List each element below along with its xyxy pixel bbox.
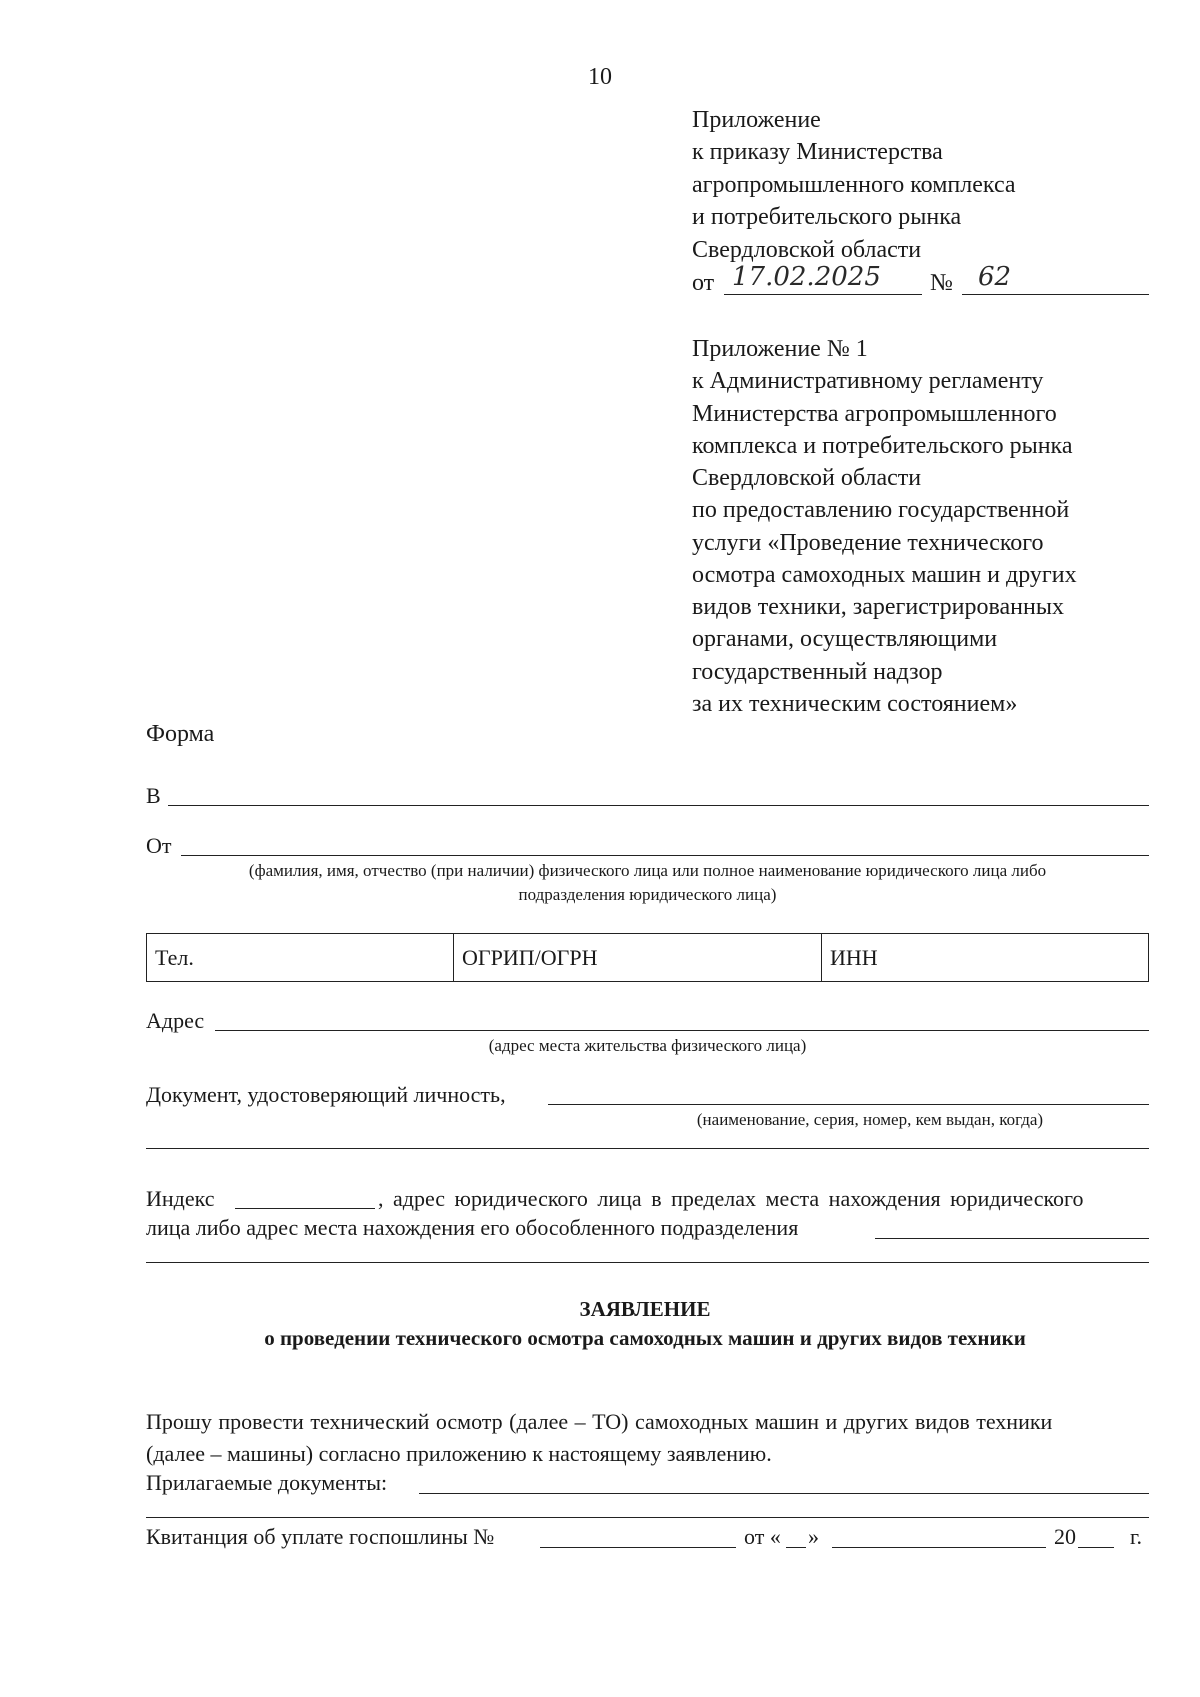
from-caption: подразделения юридического лица) — [518, 885, 777, 904]
receipt-year-field[interactable] — [1078, 1547, 1114, 1548]
to-label: В — [146, 783, 161, 808]
statement-subtitle: о проведении технического осмотра самоходных машин и других видов техники — [264, 1326, 1026, 1350]
from-caption: (фамилия, имя, отчество (при наличии) физического лица или полное наименование юридического лица либо — [248, 861, 1047, 880]
appendix-order-line: агропромышленного комплекса — [692, 172, 1016, 198]
from-field[interactable] — [181, 855, 1149, 856]
order-date-handwritten: 17.02.2025 — [732, 262, 881, 292]
appendix-regulation-line: комплекса и потребительского рынка — [692, 433, 1073, 459]
appendix-regulation-line: осмотра самоходных машин и других — [692, 562, 1077, 588]
inn-cell[interactable] — [822, 934, 1148, 981]
index-field[interactable] — [235, 1208, 375, 1209]
appendix-order-line: к приказу Министерства — [692, 139, 943, 165]
statement-body: Прошу провести технический осмотр (далее – ТО) самоходных машин и других видов техники — [146, 1409, 1053, 1434]
appendix-regulation-line: государственный надзор — [692, 659, 943, 685]
receipt-number-field[interactable] — [540, 1547, 736, 1548]
appendix-order-line: Приложение — [692, 107, 821, 133]
receipt-label: Квитанция об уплате госпошлины № — [146, 1524, 495, 1549]
address-field[interactable] — [215, 1030, 1149, 1031]
ogrn-label: ОГРИП/ОГРН — [462, 944, 598, 970]
order-date-line — [724, 294, 922, 295]
order-number-handwritten: 62 — [978, 262, 1012, 292]
legal-address-field-continued[interactable] — [146, 1262, 1149, 1263]
appendix-regulation-line: за их техническим состоянием» — [692, 691, 1018, 717]
document-caption: (наименование, серия, номер, кем выдан, когда) — [696, 1110, 1044, 1129]
attached-documents-label: Прилагаемые документы: — [146, 1470, 388, 1495]
attached-documents-field-continued[interactable] — [146, 1517, 1149, 1518]
attached-documents-field[interactable] — [419, 1493, 1149, 1494]
order-number-line — [962, 294, 1149, 295]
statement-body: (далее – машины) согласно приложению к настоящему заявлению. — [146, 1441, 772, 1466]
receipt-day-field[interactable] — [786, 1547, 806, 1548]
appendix-regulation-line: к Административному регламенту — [692, 368, 1044, 394]
receipt-from: от « — [744, 1524, 781, 1549]
address-label: Адрес — [146, 1008, 205, 1033]
address-caption: (адрес места жительства физического лица) — [488, 1036, 807, 1055]
receipt-year-suffix: г. — [1130, 1524, 1143, 1549]
ogrn-cell[interactable] — [454, 934, 822, 981]
to-field[interactable] — [168, 805, 1149, 806]
appendix-order-line: Свердловской области — [692, 237, 922, 263]
receipt-year-prefix: 20 — [1054, 1524, 1076, 1549]
appendix-regulation-line: Министерства агропромышленного — [692, 401, 1057, 427]
appendix-regulation-line: по предоставлению государственной — [692, 497, 1070, 523]
inn-label: ИНН — [830, 944, 878, 970]
appendix-regulation-line: видов техники, зарегистрированных — [692, 594, 1064, 620]
receipt-month-field[interactable] — [832, 1547, 1046, 1548]
phone-cell[interactable] — [147, 934, 454, 981]
form-label: Форма — [146, 721, 215, 747]
appendix-regulation-line: услуги «Проведение технического — [692, 530, 1044, 556]
phone-label: Тел. — [155, 944, 194, 970]
document-field-continued[interactable] — [146, 1148, 1149, 1149]
legal-address-text: лица либо адрес места нахождения его обособленного подразделения — [146, 1215, 799, 1240]
appendix-order-line: и потребительского рынка — [692, 204, 962, 230]
index-label: Индекс — [146, 1186, 215, 1211]
document-field[interactable] — [548, 1104, 1149, 1105]
appendix-regulation-line: Свердловской области — [692, 465, 922, 491]
appendix-regulation-line: Приложение № 1 — [692, 336, 868, 362]
appendix-regulation-line: органами, осуществляющими — [692, 626, 998, 652]
from-label: От — [146, 833, 172, 858]
order-date-prefix: от — [692, 270, 715, 296]
contact-table — [146, 933, 1149, 982]
receipt-quote-close: » — [808, 1524, 819, 1549]
order-number-prefix: № — [930, 270, 953, 296]
document-label: Документ, удостоверяющий личность, — [146, 1082, 506, 1107]
page-number: 10 — [588, 64, 612, 90]
legal-address-field[interactable] — [875, 1238, 1149, 1239]
legal-address-text: , адрес юридического лица в пределах места нахождения юридического — [378, 1186, 1084, 1211]
statement-title: ЗАЯВЛЕНИЕ — [579, 1297, 711, 1321]
